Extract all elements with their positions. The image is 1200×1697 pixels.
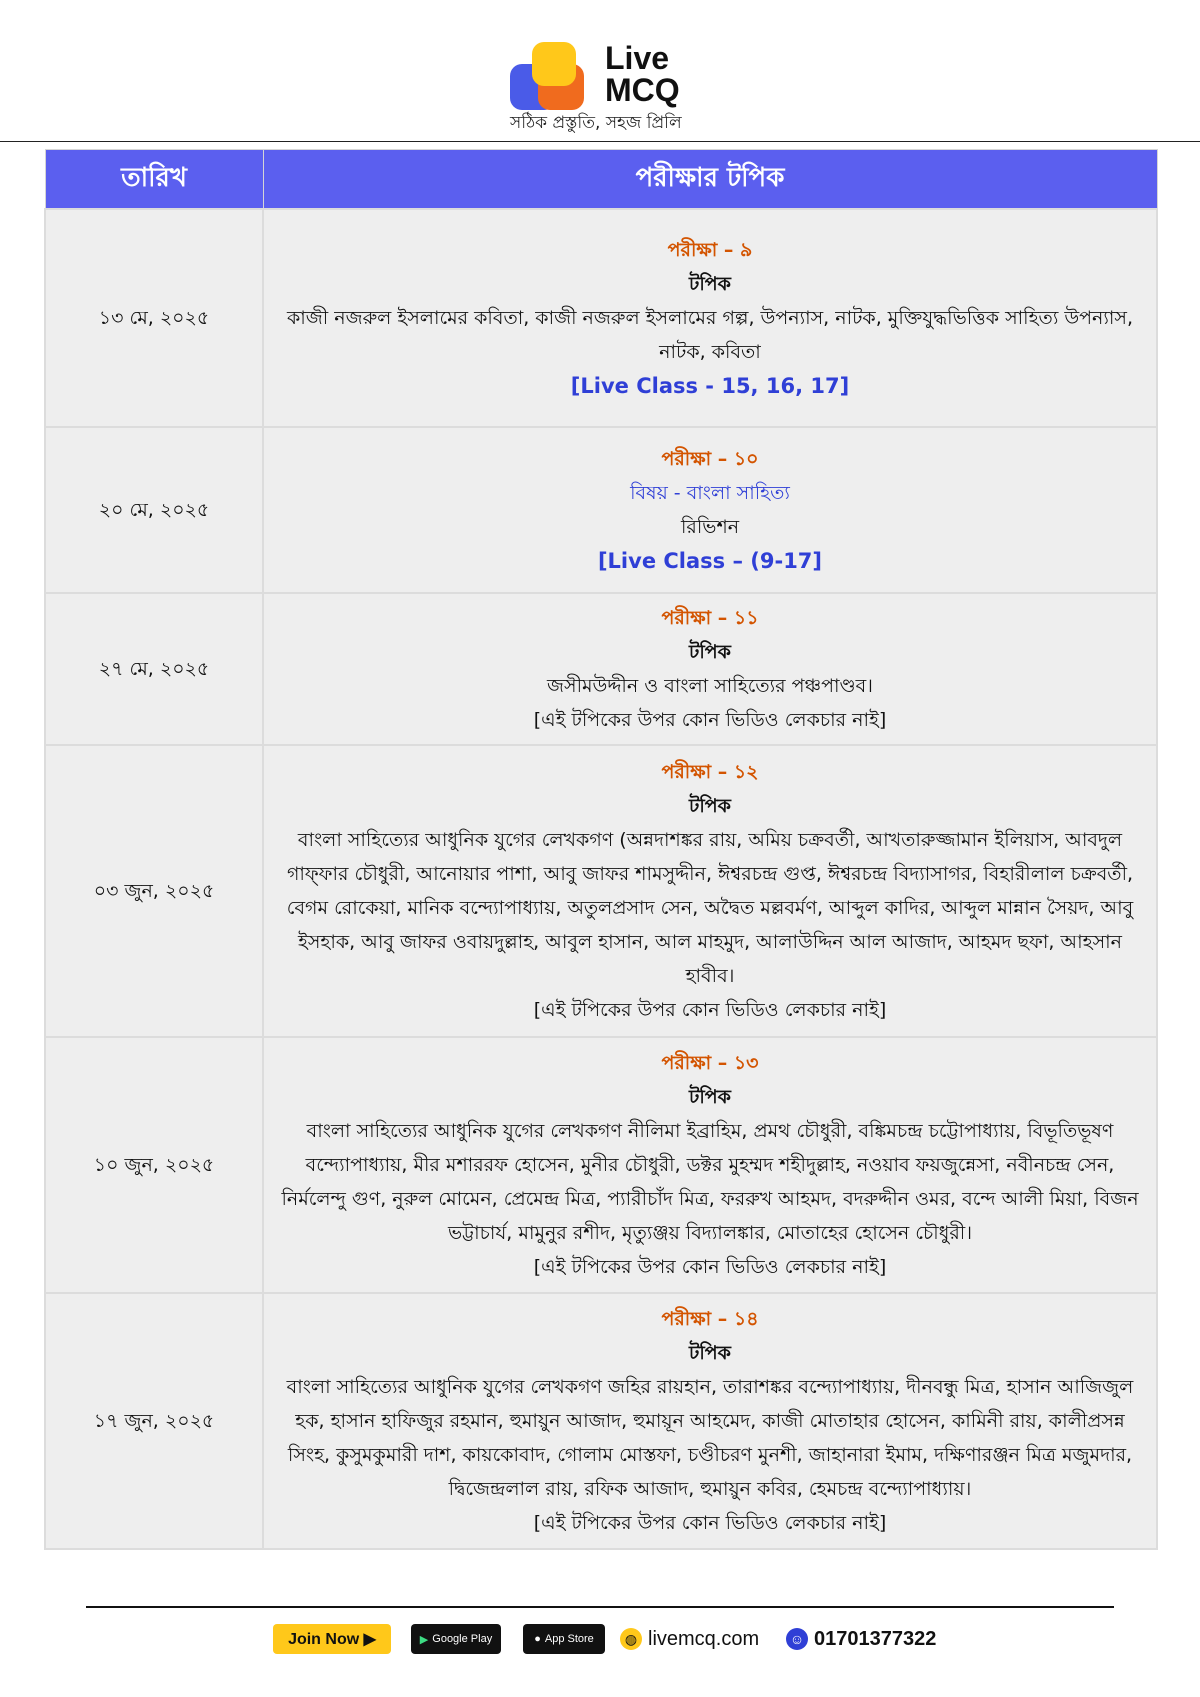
google-play-label: Google Play bbox=[432, 1633, 493, 1645]
exam-number: পরীক্ষা – ১১ bbox=[661, 607, 759, 629]
page-header bbox=[0, 0, 1200, 142]
table-row bbox=[45, 1293, 1157, 1549]
website-link[interactable] bbox=[620, 1624, 780, 1654]
topic-text: বাংলা সাহিত্যের আধুনিক যুগের লেখকগণ (অন্নদাশঙ্কর রায়, অমিয় চক্রবর্তী, আখতারুজ্জামান ইলিয়াস, আবদুল গাফ্ফার চৌধুরী, আনোয়ার পাশা, আবু জাফর শামসুদ্দীন, ঈশ্বরচন্দ্র গুপ্ত, ঈশ্বরচন্দ্র বিদ্যাসাগর, বিহারীলাল চক্রবর্তী, বেগম রোকেয়া, মানিক বন্দ্যোপাধ্যায়, অতুলপ্রসাদ সেন, অদ্বৈত মল্লবর্মণ, আব্দুল কাদির, আব্দুল মান্নান সৈয়দ, আবু ইসহাক, আবু জাফর ওবায়দুল্লাহ, আবুল হাসান, আল মাহমুদ, আলাউদ্দিন আল আজাদ, আহমদ ছফা, আহসান হাবীব। bbox=[286, 829, 1134, 987]
header-topic: পরীক্ষার টপিক bbox=[263, 150, 1157, 210]
topic-label: টপিক bbox=[689, 1086, 731, 1108]
row-date: ১৩ মে, ২০২৫ bbox=[45, 209, 263, 427]
livemcq-logo bbox=[510, 40, 710, 135]
footer-divider bbox=[86, 1606, 1114, 1608]
row-date: ১৭ জুন, ২০২৫ bbox=[45, 1293, 263, 1549]
topic-label: টপিক bbox=[689, 273, 731, 295]
join-now-button[interactable]: Join Now ▶ bbox=[273, 1624, 391, 1654]
app-store-label: App Store bbox=[544, 1633, 594, 1645]
row-date: ২৭ মে, ২০২৫ bbox=[45, 593, 263, 745]
table-header-row bbox=[45, 150, 1157, 210]
phone-contact[interactable] bbox=[786, 1624, 946, 1654]
table-row bbox=[45, 1037, 1157, 1293]
no-video-note: [এই টপিকের উপর কোন ভিডিও লেকচার নাই] bbox=[533, 1512, 887, 1534]
topic-text: কাজী নজরুল ইসলামের কবিতা, কাজী নজরুল ইসলামের গল্প, উপন্যাস, নাটক, মুক্তিযুদ্ধভিত্তিক সাহিত্য উপন্যাস, নাটক, কবিতা bbox=[286, 307, 1134, 363]
row-topic-cell bbox=[263, 209, 1157, 427]
exam-number: পরীক্ষা – ১০ bbox=[661, 448, 759, 470]
topic-label: টপিক bbox=[689, 641, 731, 663]
phone-label: 01701377322 bbox=[814, 1627, 937, 1650]
logo-name-line1: Live bbox=[605, 40, 670, 76]
topic-text: জসীমউদ্দীন ও বাংলা সাহিত্যের পঞ্চপাণ্ডব। bbox=[547, 675, 873, 697]
live-class-note: [Live Class – (9-17] bbox=[597, 549, 823, 573]
no-video-note: [এই টপিকের উপর কোন ভিডিও লেকচার নাই] bbox=[533, 709, 887, 731]
google-play-badge[interactable] bbox=[411, 1624, 501, 1654]
logo-tagline: সঠিক প্রস্তুতি, সহজ প্রিলি bbox=[510, 113, 682, 133]
globe-icon: ◍ bbox=[620, 1628, 642, 1650]
topic-label: টপিক bbox=[689, 1342, 731, 1364]
table-row bbox=[45, 745, 1157, 1037]
logo-yellow-square bbox=[532, 42, 576, 86]
row-date: ২০ মে, ২০২৫ bbox=[45, 427, 263, 593]
row-topic-cell bbox=[263, 745, 1157, 1037]
row-topic-cell bbox=[263, 427, 1157, 593]
row-date: ১০ জুন, ২০২৫ bbox=[45, 1037, 263, 1293]
app-store-badge[interactable] bbox=[523, 1624, 605, 1654]
row-topic-cell bbox=[263, 593, 1157, 745]
row-topic-cell bbox=[263, 1293, 1157, 1549]
topic-text: বাংলা সাহিত্যের আধুনিক যুগের লেখকগণ জহির রায়হান, তারাশঙ্কর বন্দ্যোপাধ্যায়, দীনবন্ধু মিত্র, হাসান আজিজুল হক, হাসান হাফিজুর রহমান, হুমায়ুন আজাদ, হুমায়ূন আহমেদ, কাজী মোতাহার হোসেন, কামিনী রায়, কালীপ্রসন্ন সিংহ, কুসুমকুমারী দাশ, কায়কোবাদ, গোলাম মোস্তফা, চণ্ডীচরণ মুনশী, জাহানারা ইমাম, দক্ষিণারঞ্জন মিত্র মজুমদার, দ্বিজেন্দ্রলাল রায়, রফিক আজাদ, হুমায়ুন কবির, হেমচন্দ্র বন্দ্যোপাধ্যায়। bbox=[286, 1376, 1134, 1500]
topic-text: রিভিশন bbox=[680, 516, 740, 538]
play-icon: ▶ bbox=[419, 1633, 429, 1646]
page-footer bbox=[0, 1624, 1200, 1660]
topic-text: বাংলা সাহিত্যের আধুনিক যুগের লেখকগণ নীলিমা ইব্রাহিম, প্রমথ চৌধুরী, বঙ্কিমচন্দ্র চট্টোপাধ্যায়, বিভূতিভূষণ বন্দ্যোপাধ্যায়, মীর মশাররফ হোসেন, মুনীর চৌধুরী, ডক্টর মুহম্মদ শহীদুল্লাহ, নওয়াব ফয়জুন্নেসা, নবীনচন্দ্র সেন, নির্মলেন্দু গুণ, নুরুল মোমেন, প্রেমেন্দ্র মিত্র, প্যারীচাঁদ মিত্র, ফররুখ আহমদ, বদরুদ্দীন ওমর, বন্দে আলী মিয়া, বিজন ভট্টাচার্য, মামুনুর রশীদ, মৃত্যুঞ্জয় বিদ্যালঙ্কার, মোতাহের হোসেন চৌধুরী। bbox=[281, 1120, 1139, 1244]
exam-number: পরীক্ষা – ৯ bbox=[667, 239, 753, 261]
topic-label: টপিক bbox=[689, 795, 731, 817]
subject-label: বিষয় - বাংলা সাহিত্য bbox=[630, 482, 790, 504]
logo-name-line2: MCQ bbox=[605, 72, 680, 108]
no-video-note: [এই টপিকের উপর কোন ভিডিও লেকচার নাই] bbox=[533, 999, 887, 1021]
table-row bbox=[45, 593, 1157, 745]
no-video-note: [এই টপিকের উপর কোন ভিডিও লেকচার নাই] bbox=[533, 1256, 887, 1278]
person-icon: ☺ bbox=[786, 1628, 808, 1650]
website-label: livemcq.com bbox=[648, 1627, 760, 1650]
exam-number: পরীক্ষা – ১২ bbox=[661, 761, 759, 783]
row-topic-cell bbox=[263, 1037, 1157, 1293]
exam-schedule-table bbox=[44, 149, 1158, 1550]
live-class-note: [Live Class - 15, 16, 17] bbox=[570, 374, 850, 398]
header-divider bbox=[0, 141, 1200, 142]
table-row bbox=[45, 427, 1157, 593]
row-date: ০৩ জুন, ২০২৫ bbox=[45, 745, 263, 1037]
table-row bbox=[45, 209, 1157, 427]
apple-icon: ● bbox=[534, 1633, 541, 1645]
header-date: তারিখ bbox=[45, 150, 263, 210]
exam-number: পরীক্ষা – ১৪ bbox=[661, 1308, 759, 1330]
exam-number: পরীক্ষা – ১৩ bbox=[661, 1052, 759, 1074]
